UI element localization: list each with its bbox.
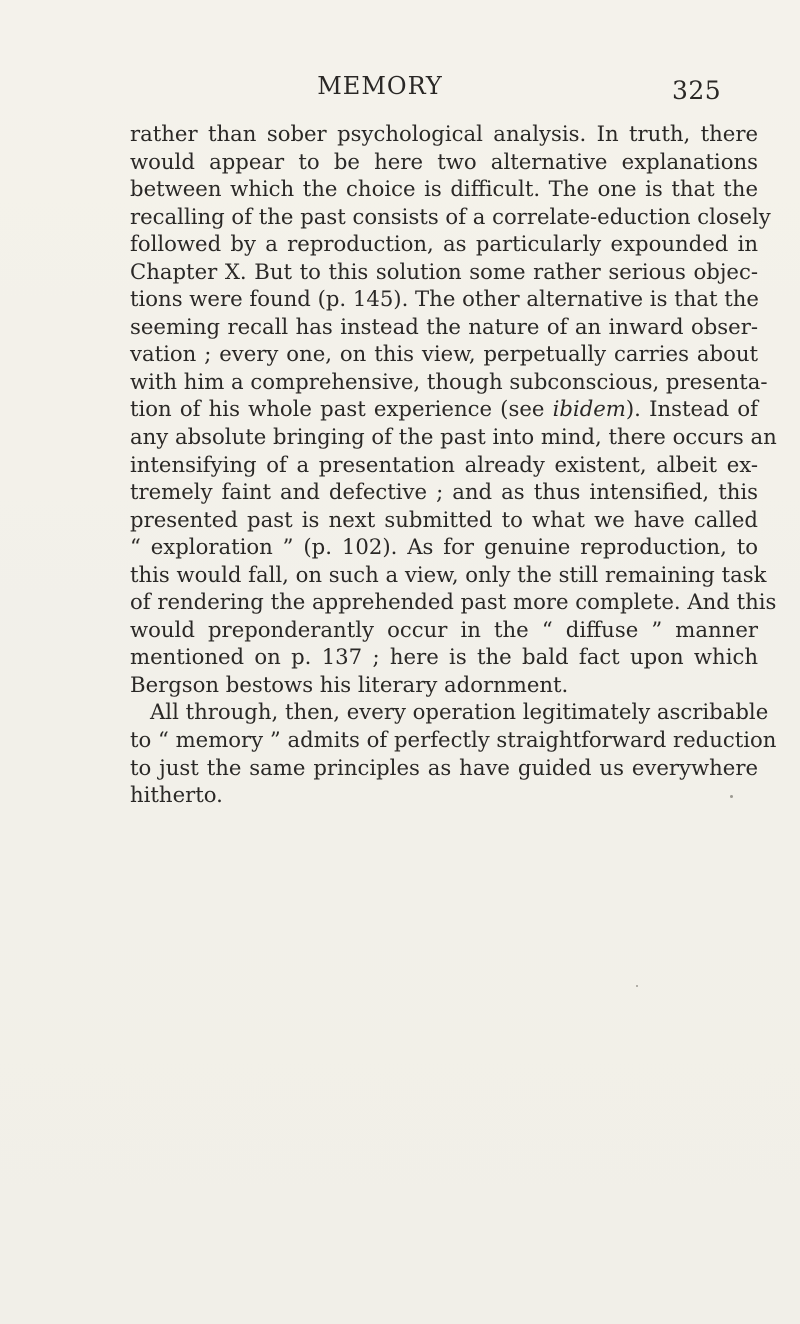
text-line: seeming recall has instead the nature of an inward obser- — [130, 313, 758, 339]
text-line: “ exploration ” (p. 102). As for genuine reproduction, to — [130, 534, 758, 560]
page-number: 325 — [672, 76, 722, 105]
paper-speck — [730, 795, 733, 798]
running-head-title: MEMORY — [317, 72, 443, 100]
text-line: Bergson bestows his literary adornment. — [130, 671, 569, 697]
body-text — [130, 120, 777, 809]
text-line: tremely faint and defective ; and as thus intensified, this — [130, 479, 758, 505]
text-line: to “ memory ” admits of perfectly straightforward reduction — [130, 727, 777, 753]
text-line: Chapter X. But to this solution some rather serious objec- — [130, 258, 758, 284]
italic-term: ibidem — [552, 396, 626, 422]
text-line: mentioned on p. 137 ; here is the bald fact upon which — [130, 644, 758, 670]
text-line: with him a comprehensive, though subconscious, presenta- — [130, 368, 768, 394]
running-head — [0, 72, 800, 106]
text-line: any absolute bringing of the past into mind, there occurs an — [130, 424, 777, 450]
text-line: between which the choice is difficult. The one is that the — [130, 176, 758, 202]
text-line: this would fall, on such a view, only the still remaining task — [130, 561, 767, 587]
text-line: to just the same principles as have guided us everywhere — [130, 754, 758, 780]
text-line: tions were found (p. 145). The other alternative is that the — [130, 286, 759, 312]
text-line: would appear to be here two alternative explanations — [130, 148, 758, 174]
text-line: intensifying of a presentation already existent, albeit ex- — [130, 451, 758, 477]
paper-speck — [636, 985, 638, 987]
text-line: hitherto. — [130, 782, 223, 808]
text-line: rather than sober psychological analysis. In truth, there — [130, 121, 758, 146]
text-line: tion of his whole past experience (see ibidem). Instead of — [130, 396, 758, 422]
text-line: of rendering the apprehended past more complete. And this — [130, 589, 777, 615]
text-line: All through, then, every operation legitimately ascribable — [150, 699, 769, 725]
text-line: presented past is next submitted to what we have called — [130, 506, 758, 532]
text-line: followed by a reproduction, as particularly expounded in — [130, 231, 758, 257]
text-line: vation ; every one, on this view, perpetually carries about — [130, 341, 758, 367]
text-line: would preponderantly occur in the “ diffuse ” manner — [130, 616, 758, 642]
text-line: recalling of the past consists of a correlate-eduction closely — [130, 203, 771, 229]
